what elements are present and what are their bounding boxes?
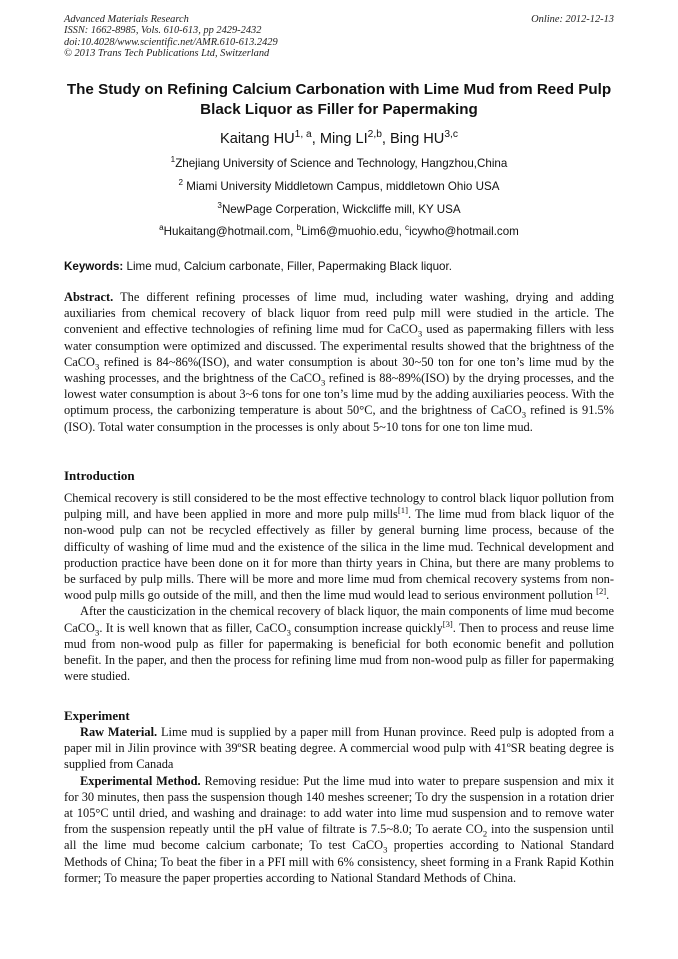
email-line: $^a$Hukaitang@hotmail.com, $^b$Lim6@muohio.edu, $^c$icywho@hotmail.com (159, 223, 519, 238)
introduction-heading: Introduction (64, 468, 135, 483)
affiliation-1: $^1$Zhejiang University of Science and Technology, Hangzhou,China (170, 155, 508, 170)
intro-paragraph-1: Chemical recovery is still considered to be the most effective technology to control black liquor pollution from pulping mill, and have been applied in more and more pulp mills[1]. The lime mud from black liquor of the non-wood pulp can not be recycled effectively as filler by general burning lime process, because of the difficulty of washing of lime mud and the existence of the silica in the lime mud. Technical development and production practice have been done on it for more than thirty years in China, but there are many problems to be surfaced by pulp mills. There will be more and more lime mud from chemical recovery systems from non-wood pulp mills go outside of the mill, and then the lime mud would lead to serious environment pollution [2]. (64, 491, 614, 603)
abstract-label: Abstract. (64, 290, 114, 304)
journal-header (64, 14, 614, 60)
experiment-text (64, 724, 614, 886)
journal-name: Advanced Materials Research (64, 14, 189, 25)
author-2: Ming LI (319, 131, 368, 147)
author-1: Kaitang HU (220, 131, 295, 147)
issn-line: ISSN: 1662-8985, Vols. 610-613, pp 2429-2432 (64, 25, 262, 37)
author-line: Kaitang HU$^{1, a}$, Ming LI$^{2,b}$, Bing HU$^{3,c}$ (220, 129, 458, 147)
affiliation-2: $^2$ Miami University Middletown Campus, middletown Ohio USA (178, 178, 500, 193)
introduction-text (64, 490, 614, 684)
raw-material-paragraph: Raw Material. Lime mud is supplied by a paper mill from Hunan province. Reed pulp is adopted from a paper mil in Jilin province with 39ºSR beating degree. A commercial wood pulp with 41ºSR beating degree is supplied from Canada (64, 725, 614, 772)
copyright-line: © 2013 Trans Tech Publications Ltd, Switzerland (64, 48, 270, 60)
paper-title: The Study on Refining Calcium Carbonation with Lime Mud from Reed Pulp Black Liquor as Filler for Papermaking (66, 81, 612, 118)
intro-paragraph-2: After the causticization in the chemical recovery of black liquor, the main components of lime mud become CaCO$_3$. It is well known that as filler, CaCO$_3$ consumption increase quickly[3]. Then to process and reuse lime mud from non-wood pulp as filler for papermaking is beneficial for both economic benefit and pollution benefit. In the paper, and then the process for refining lime mud from non-wood pulp as filler for papermaking were studied. (64, 604, 614, 684)
method-paragraph: Experimental Method. Removing residue: Put the lime mud into water to prepare suspension and mix it for 30 minutes, then pass the suspension though 140 meshes screener; To dry the suspension in a rotation drier at 105°C until dried, and washing and drainage: to add water into lime mud suspension and to remove water from the suspension repeatly until the pH value of filtrate is 7.5~8.0; To aerate $CO_2$ into the suspension until all the lime mud become calcium carbonate; To test CaCO$_3$ properties according to National Standard Methods of China; To beat the fiber in a PFI mill with 6% consistency, sheet forming in a Frank Rapid Kothin former; To measure the paper properties according to National Standard Methods of China. (64, 773, 615, 885)
experiment-heading: Experiment (64, 708, 130, 723)
online-date: Online: 2012-12-13 (531, 14, 614, 25)
abstract: Abstract. The different refining processes of lime mud, including water washing, drying and adding auxiliaries from chemical recovery of black liquor from reed pulp mill were studied in the article. The convenient and effective technologies of refining lime mud for CaCO$_3$ used as papermaking fillers with less water consumption were optimized and discussed. The experimental results showed that the brightness of the CaCO$_3$ refined is 84~86%(ISO), and water consumption is about 30~50 ton for one ton’s lime mud by the washing processes, and the brightness of the CaCO$_3$ refined is 88~89%(ISO) by the drying processes, and the lowest water consumption is about 3~6 tons for one ton’s lime mud by the adding auxiliaries peocess. With the optimum process, the carbonizing temperature is about 50°C, and the brightness of CaCO$_3$ refined is 91.5%(ISO). Total water consumption in the processes is only about 5~10 tons for one ton lime mud. (64, 290, 615, 434)
affiliation-3: $^3$NewPage Corperation, Wickcliffe mill, KY USA (217, 201, 461, 216)
author-3: Bing HU (390, 131, 445, 147)
doi-line: doi:10.4028/www.scientific.net/AMR.610-613.2429 (64, 36, 278, 48)
keywords: Keywords: Lime mud, Calcium carbonate, Filler, Papermaking Black liquor. (64, 260, 452, 273)
